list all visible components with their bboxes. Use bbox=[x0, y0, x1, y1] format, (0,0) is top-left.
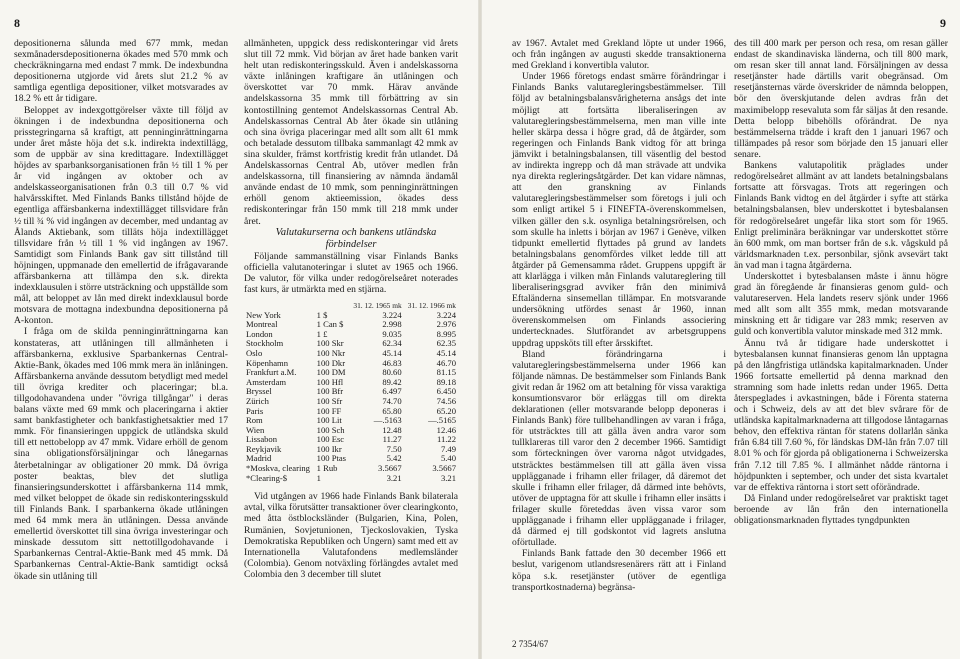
rate-place-cell: Wien bbox=[246, 424, 265, 435]
rate-1966-cell: 74.56 bbox=[436, 395, 456, 406]
table-row bbox=[244, 445, 458, 455]
paragraph: allmänheten, uppgick dess rediskonteringar vid årets slut till 72 mmk. Vid början av året hade banken varit helt utan rediskonteringsskuld. Även i andelskassorna växte inlåningen kraftigare än utlåningen och överskottet var 70 mmk. Härav använde andelskassorna 35 mmk till förbättring av sin kontostillning gentemot Andelskassornas Central Ab. Andelskassornas Central Ab åter ökade sin utlåning och sina övriga placeringar med allt som allt 61 mmk och betalade dessutom tillbaka sammanlagt 42 mmk av sina skulder, främst kortfristig kredit från utlandet. Då Andelskassornas Central Ab, utöver medlen från andelskassorna, till finansiering av nämnda ändamål använde endast de 10 mmk, som penninginrättningen erhöll genom aktieemission, ökades dess rediskonteringar från 150 mmk till 218 mmk under året. bbox=[244, 38, 458, 227]
rate-unit-cell: 100 Ptas bbox=[316, 453, 347, 464]
paragraph: Bland förändringarna i valutaregleringsbestämmelserna under 1966 kan följande nämnas. De bestämmelser som Finlands Bank givit redan år 1962 om att betalning för vissa varaktiga konsumtionsvaror bör erläggas till om direkta deklarationen (eller motsvarande belopp deponeras i Finlands Bank) före tullbehandlingen av varan i fråga, för utsträcktes till att gälla även andra varor som tullklareras till varor den 2 december 1966. Samtidigt som förteckningen över varorna något utvidgades, utsträcktes bestämmelsen till att gälla även vissa upplägganade i frihamn eller frilager, då däremot det skulle i frihamn eller frilager, då därmed inte behövts, utöver de upptagna för att skulle i frihamn eller insätts i frilager skulle företeddas även vissa varor som upplägganade i frihamn eller upplägganade i frilager, då därmed ej till godskontot vid lagrets anslutna oförtullade. bbox=[512, 348, 726, 549]
rate-1965-cell: 12.48 bbox=[382, 424, 402, 435]
rate-1965-cell: 46.83 bbox=[382, 357, 402, 368]
rate-1966-cell: 6.450 bbox=[436, 386, 456, 397]
rate-unit-cell: 100 Sch bbox=[316, 424, 345, 435]
rate-place-cell: Köpenhamn bbox=[246, 357, 289, 368]
rate-unit-cell: 100 Skr bbox=[316, 338, 344, 349]
paragraph: Ännu två år tidigare hade underskottet i bytesbalansen kunnat finansieras genom lån upptagna på den långfristiga utländska kapitalmarknaden. Under 1966 fortsatte emellertid på denna marknad den stramning som hade inletts redan under 1965. Detta återspeglades i avkastningen, både i Förenta staterna och i Schweiz, dels av att det blev svårare för de utländska kapitalmarknaderna att tillgodose låntagarnas behov, den effektiva räntan för statens dollarlån sänka från 6.84 till 7.60 %, för ländskas DM-lån från 7.07 till 8.01 % och för gjorda på obligationerna i Schweizerska från 7.12 till 7.85 %. I allmänhet nådde räntorna i höjdpunkten i september, och under det sista kvartalet var de effektiva räntorna i stort sett oförändrade. bbox=[734, 337, 948, 493]
table-header: 31. 12. 1966 mk bbox=[407, 300, 456, 310]
rate-place-cell: Amsterdam bbox=[246, 376, 287, 387]
rate-place-cell: *Clearing-$ bbox=[246, 472, 288, 483]
rate-place-cell: Reykjavik bbox=[246, 443, 282, 454]
section-title: Valutakurserna och bankens utländska förbindelser bbox=[275, 226, 437, 250]
rate-unit-cell: 100 Nkr bbox=[316, 347, 346, 358]
table-row bbox=[244, 397, 458, 407]
paragraph: des till 400 mark per person och resa, om resan gäller endast de skandinaviska länderna, och till 800 mark, om resan sker till annat land. Försäljningen av dessa resetjänster hade därtills varit obegränsad. Om resetjänsternas värde överskrider de nämnda beloppen, bör den överskjutande delen avdras från det maximibelopp resevaluta som får säljas åt den resande. Detta belopp bibehölls oförändrat. De nya bestämmelserna trädde i kraft den 1 januari 1967 och tillämpades på resor som började den 15 januari eller senare. bbox=[734, 38, 948, 160]
table-body bbox=[244, 311, 458, 484]
paragraph: Då Finland under redogörelseåret var praktiskt taget beroende av lån från den internationella obligationsmarknaden flyttades tyngdpunkten bbox=[734, 492, 948, 527]
table-row bbox=[244, 474, 458, 484]
printer-code: 2 7354/67 bbox=[512, 639, 549, 649]
rate-unit-cell: 100 Sfr bbox=[316, 395, 343, 406]
rate-1966-cell: 2.976 bbox=[436, 319, 456, 330]
rate-1965-cell: 65.80 bbox=[382, 405, 402, 416]
rate-1965-cell: 74.70 bbox=[382, 395, 402, 406]
rate-1965-cell: 45.14 bbox=[382, 347, 402, 358]
left-column-1 bbox=[14, 38, 228, 582]
paragraph: Beloppet av indexgottgörelser växte till följd av ökningen i de indexbundna depositionerna och prisstegringarna så kraftigt, att penninginrättningarna under året måste höja det s.k. indirekta indextillägg, som de uppbär av sina kredittagare. Indextillägget höjdes av sparbanksorganisationen från ½ till 1 % per år vid ingången av oktober och av andelskasseorganisationen från 0.3 till 0.7 % vid halvårsskiftet. Med Finlands Banks tillstånd höjde de egentliga affärsbankerna indextillägget tillsvidare från ½ till ¾ % vid ingången av december, med undantag av Ålands Aktiebank, som tilläts höja indextillägget tillsvidare från ½ till 1 % vid ingången av 1967. Samtidigt som Finlands Bank gav sitt tillstånd till höjningen, uppmanade den emellertid de ifrågavarande affärsbankerna att tillämpa den s.k. direkta indexklausulen i större utsträckning och uppställde som mål, att beloppet av lån med direkt indexklausul borde motsvara de mottagna indexbundna depositionerna på A-konton. bbox=[14, 104, 228, 327]
rate-1965-cell: 7.50 bbox=[386, 443, 402, 454]
rate-unit-cell: 100 Ikr bbox=[316, 443, 342, 454]
rate-1965-cell: 11.27 bbox=[382, 434, 402, 445]
rate-unit-cell: 1 Rub bbox=[316, 463, 338, 474]
rate-1966-cell: 3.5667 bbox=[432, 463, 456, 474]
rate-1966-cell: 5.40 bbox=[440, 453, 456, 464]
rate-1966-cell: 7.49 bbox=[440, 443, 456, 454]
rate-place-cell: Frankfurt a.M. bbox=[246, 367, 297, 378]
paragraph: av 1967. Avtalet med Grekland löpte ut under 1966, och från ingången av augusti skedde transaktionerna med Grekland i konvertibla valutor. bbox=[512, 38, 726, 72]
rate-1966-cell: 89.18 bbox=[436, 376, 456, 387]
rate-1966-cell: 11.22 bbox=[436, 434, 456, 445]
rate-1965-cell: 3.21 bbox=[386, 472, 402, 483]
rate-1966-cell: 3.21 bbox=[440, 472, 456, 483]
rate-1966-cell: 3.224 bbox=[436, 309, 456, 320]
rate-1966-cell: —.5165 bbox=[428, 415, 456, 426]
table-row bbox=[244, 339, 458, 349]
paragraph: Underskottet i bytesbalansen måste i ännu högre grad än föregående år finansieras genom guld- och valutareserven. Hela landets reserv sjönk under 1966 med allt som allt 355 mmk, medan motsvarande minskning ett år tidigare var 283 mmk; reserven av guld och konvertibla valutor minskade med 312 mmk. bbox=[734, 270, 948, 338]
rate-place-cell: Bryssel bbox=[246, 386, 272, 397]
right-column-2 bbox=[734, 38, 948, 526]
rate-1965-cell: 89.42 bbox=[382, 376, 402, 387]
table-header: 31. 12. 1965 mk bbox=[353, 300, 402, 310]
table-row bbox=[244, 378, 458, 388]
rate-1965-cell: 5.42 bbox=[386, 453, 402, 464]
rate-unit-cell: 100 Hfl bbox=[316, 376, 344, 387]
rate-1965-cell: 80.60 bbox=[382, 367, 402, 378]
rate-1966-cell: 12.46 bbox=[436, 424, 456, 435]
rate-place-cell: Rom bbox=[246, 415, 263, 426]
exchange-rate-table bbox=[244, 301, 458, 483]
page-number-left: 8 bbox=[14, 16, 20, 30]
rate-place-cell: Montreal bbox=[246, 319, 278, 330]
rate-place-cell: Lissabon bbox=[246, 434, 278, 445]
rate-1966-cell: 8.995 bbox=[436, 328, 456, 339]
rate-unit-cell: 1 bbox=[316, 472, 321, 483]
rate-1966-cell: 62.35 bbox=[436, 338, 456, 349]
rate-1966-cell: 65.20 bbox=[436, 405, 456, 416]
table-row bbox=[244, 320, 458, 330]
table-row bbox=[244, 407, 458, 417]
rate-1965-cell: 9.035 bbox=[382, 328, 402, 339]
page-number-right: 9 bbox=[940, 16, 946, 30]
rate-place-cell: *Moskva, clearing bbox=[246, 463, 310, 474]
table-row bbox=[244, 416, 458, 426]
rate-unit-cell: 1 $ bbox=[316, 309, 328, 320]
rate-place-cell: Oslo bbox=[246, 347, 263, 358]
rate-1965-cell: 3.5667 bbox=[378, 463, 402, 474]
rate-1965-cell: —.5163 bbox=[373, 415, 402, 426]
rate-unit-cell: 1 Can $ bbox=[316, 319, 344, 330]
rate-place-cell: Stockholm bbox=[246, 338, 284, 349]
paragraph: Under 1966 företogs endast smärre förändringar i Finlands Banks valutaregleringsbestämmelser. Till följd av betalningsbalansvårigheterna ansågs det inte möjligt att fortsätta liberaliseringen av valutaregleringsbestämmelserna, men man ville inte heller skärpa dessa i högre grad, då de åtgärder, som regeringen och Finlands Bank vidtog för att bringa jämvikt i betalningsbalansen, till väsentlig del bestod av indirekta ingrepp och då man strävade att undvika nya direkta regleringsåtgärder. Det kan vidare nämnas, att den granskning av Finlands valutaregleringsbestämmelser som företogs i juli och som enligt artikel 5 i FINEFTA-överenskommelsen, vilken gäller den s.k. osynliga betalningsrörelsen, och som skulle ha inletts i början av 1967 i Genève, vilken tidpunkt emellertid flyttades på grund av landets betalningsbalans genomfördes vilket ledde till att åtgärder på Gemensamma rådet. Gruppens uppgift är att klarlägga i vilken mån Finlands valutareglering till liberaliseringsgrad avviker från den minimivå Eftaländerna sinsemellan tillämpar. En motsvarande undersökning utfördes senast år 1960, innan överenskommelsen om Finlands associering undertecknades. Slutförandet av arbetsgruppens uppdrag uppsköts till efter årsskiftet. bbox=[512, 71, 726, 349]
rate-1966-cell: 81.15 bbox=[436, 367, 456, 378]
paragraph: Finlands Bank fattade den 30 december 1966 ett beslut, varigenom utlandsresenärers rätt att i Finland köpa s.k. resetjänster (utöver de egentliga transportkostnaderna) begränsa- bbox=[512, 548, 726, 593]
rate-place-cell: New York bbox=[246, 309, 281, 320]
right-column-1 bbox=[512, 38, 726, 593]
left-column-2 bbox=[244, 38, 458, 580]
rate-1966-cell: 46.70 bbox=[436, 357, 456, 368]
rate-unit-cell: 100 DM bbox=[316, 367, 346, 378]
rate-unit-cell: 100 FF bbox=[316, 405, 342, 416]
paragraph: Vid utgången av 1966 hade Finlands Bank bilaterala avtal, vilka förutsätter transaktioner över clearingkonto, med åtta östblocksländer (Bulgarien, Kina, Polen, Rumänien, Sovjetunionen, Tjeckoslovakien, Tyska Demokratiska Republiken och Ungern) samt med ett av Internationella Valutafondens medlemsländer (Colombia). Genom notväxling förlängdes avtalet med Colombia den 3 december till slutet bbox=[244, 491, 458, 580]
rate-1965-cell: 2.998 bbox=[382, 319, 402, 330]
rate-1965-cell: 6.497 bbox=[382, 386, 402, 397]
rate-place-cell: Paris bbox=[246, 405, 264, 416]
rate-1966-cell: 45.14 bbox=[436, 347, 456, 358]
rate-unit-cell: 1 £ bbox=[316, 328, 328, 339]
rate-place-cell: London bbox=[246, 328, 273, 339]
rate-unit-cell: 100 Lit bbox=[316, 415, 342, 426]
rate-unit-cell: 100 Esc bbox=[316, 434, 345, 445]
paragraph: Bankens valutapolitik präglades under redogörelseåret allmänt av att landets betalningsbalans fortsatte att försvagas. Trots att regeringen och Finlands Bank vidtog en del åtgärder i syfte att stärka betalningsbalansen, blev underskottet i bytesbalansen för redogörelseåret ungefär lika stort som för 1965. Enligt preliminära beräkningar var underskottet större än 600 mmk, om man bortser från de s.k. vågskuld på världsmarknaden t.ex. personbilar, sjönk avsevärt takt än vad man i tagna åtgärderna. bbox=[734, 160, 948, 271]
rate-unit-cell: 100 Bfr bbox=[316, 386, 344, 397]
paragraph: depositionerna sålunda med 677 mmk, medan sexmånadersdepositionerna ökades med 570 mmk och checkräkningarna med endast 7 mmk. De indexbundna depositionerna utgjorde vid årets slut 21.2 % av samtliga egentliga depositioner, vilket motsvarades av 18.2 % ett år tidigare. bbox=[14, 38, 228, 105]
paragraph: Följande sammanställning visar Finlands Banks officiella valutanoteringar i slutet av 1965 och 1966. De valutor, för vilka under redogörelseåret noterades fast kurs, är utmärkta med en stjärna. bbox=[244, 250, 458, 295]
rate-place-cell: Zürich bbox=[246, 395, 269, 406]
rate-unit-cell: 100 Dkr bbox=[316, 357, 346, 368]
rate-1965-cell: 62.34 bbox=[382, 338, 402, 349]
paragraph: I fråga om de skilda penninginrättningarna kan konstateras, att utlåningen till allmänheten i affärsbankerna, exklusive Sparbankernas Central-Aktie-Bank, ökades med 106 mmk mera än inlåningen. Affärsbankerna använde dessutom betydligt med medel till övriga krediter och placeringar; bl.a. tillgodohavandena under "övriga tillgångar" i deras balans växte med 69 mmk och placeringarna i aktier samt bankfastigheter och bankfastighetsaktier med 17 mmk. För finansieringen uppgick de utländska skuld till ett nettobelopp av 47 mmk. Vidare erhöll de genom sina obligationsförsäljningar och lånegarnas återbetalningar av obligationer 20 mmk. Då övriga poster beaktas, blev det slutliga finansieringsunderskottet i affärsbankerna 114 mmk, med vilket beloppet de ökade sin rediskonteringsskuld till Finlands Bank. I sparbankerna ökade utlåningen med 64 mmk mera än utlåningen. Dessa använde emellertid överskottet till sina övriga investeringar och minskade dessutom sitt nettotillgodohavande i Sparbankernas Central-Aktie-Bank med 45 mmk. Då Sparbankernas Central-Aktie-Bank samtidigt också ökade sin utlåning till bbox=[14, 326, 228, 582]
right-page bbox=[480, 0, 960, 659]
rate-1965-cell: 3.224 bbox=[382, 309, 402, 320]
rate-place-cell: Madrid bbox=[246, 453, 272, 464]
table-row bbox=[244, 387, 458, 397]
